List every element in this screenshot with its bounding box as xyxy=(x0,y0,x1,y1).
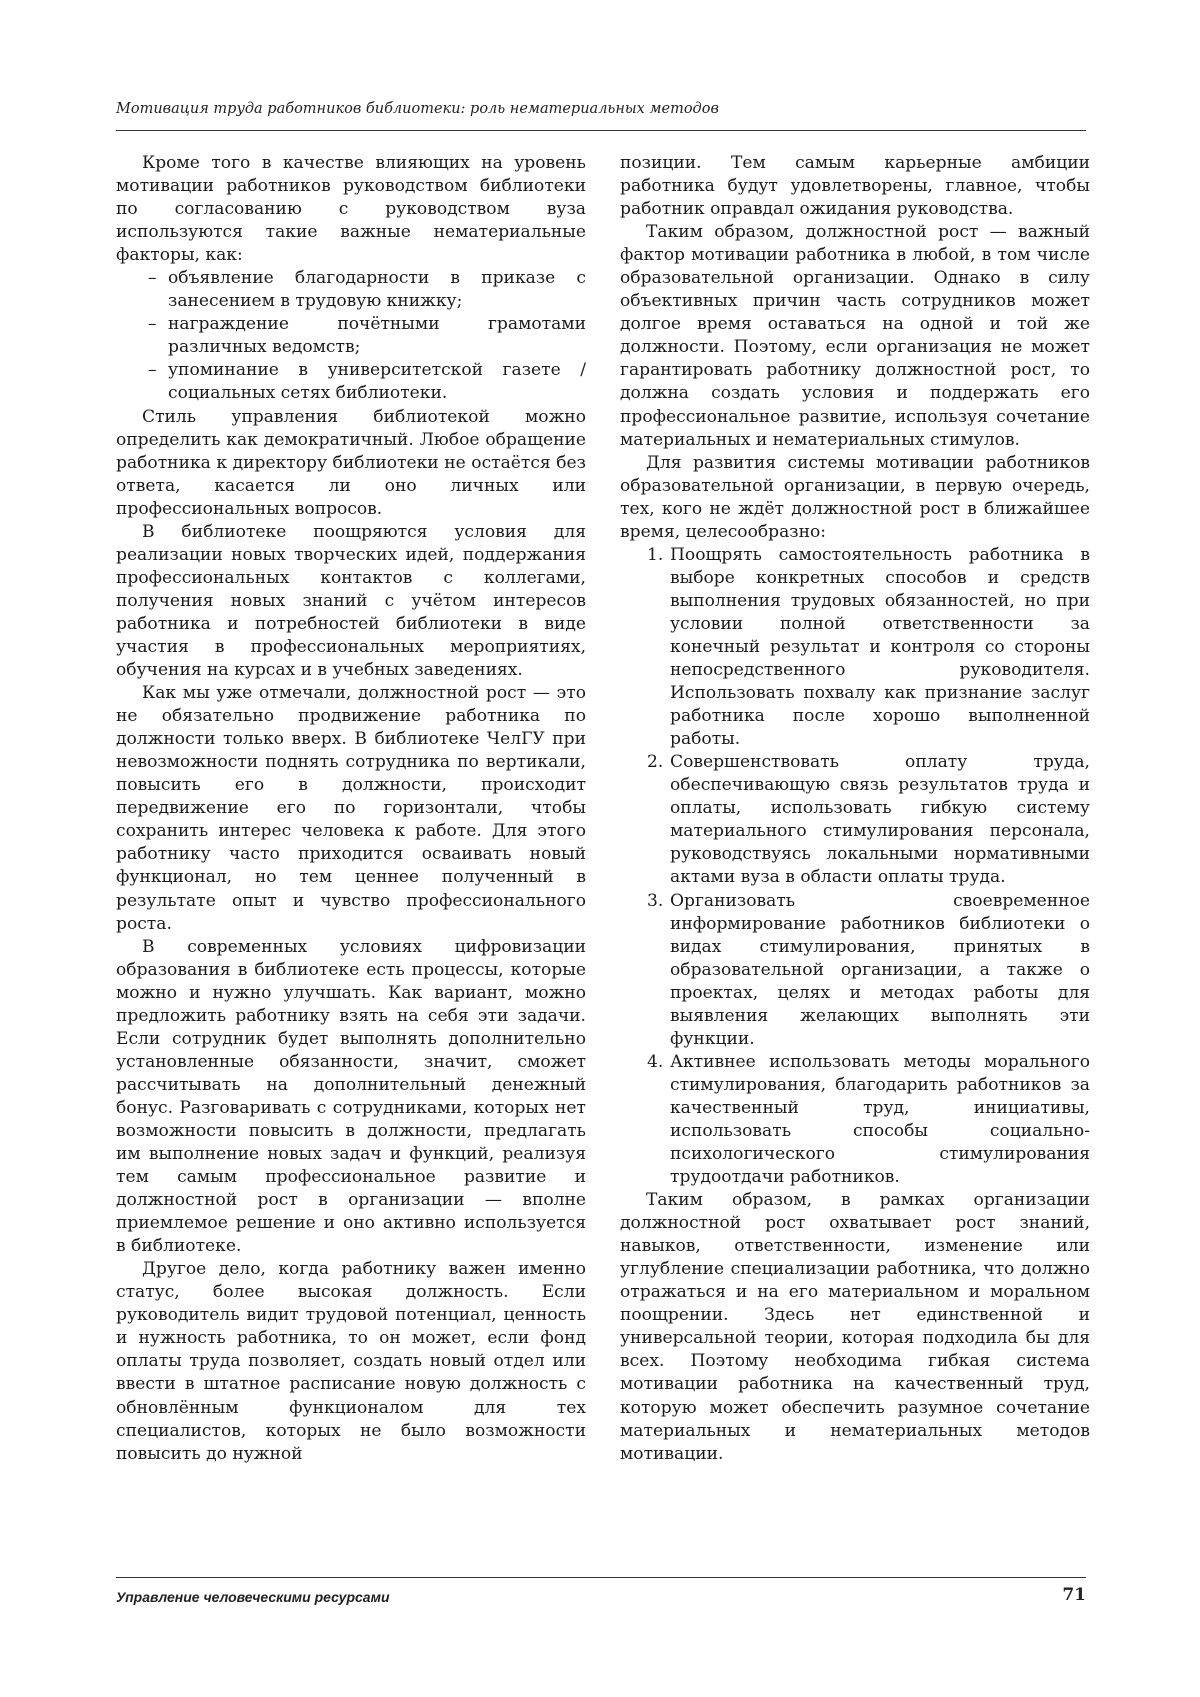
paragraph: Другое дело, когда работнику важен именно статус, более высокая должность. Если руководитель видит трудовой потенциал, ценность и нужность работника, то он может, если фонд оплаты труда позволяет, создать новый отдел или ввести в штатное расписание новую должность с обновлённым функционалом для тех специалистов, которых не было возможности повысить до нужной xyxy=(116,1259,586,1464)
paragraph: Таким образом, в рамках организации должностной рост охватывает рост знаний, навыков, ответственности, изменение или углубление специализации работника, что должно отражаться и на его материальном и моральном поощрении. Здесь нет единственной и универсальной теории, которая подходила бы для всех. Поэтому необходима гибкая система мотивации работника на качественный труд, которую может обеспечить разумное сочетание материальных и нематериальных методов мотивации. xyxy=(620,1190,1090,1464)
item-text: Организовать своевременное информирование работников библиотеки о видах стимулирования, принятых в образовательной организации, а также о проектах, целях и методах работы для выявления желающих выполнять эти функции. xyxy=(670,890,1090,1049)
item-number: 2. xyxy=(647,752,664,773)
paragraph: Стиль управления библиотекой можно определить как демократичный. Любое обращение работника к директору библиотеки не остаётся без ответа, касается ли оно личных или профессиональных вопросов. xyxy=(116,406,586,519)
footer-divider xyxy=(116,1577,1086,1578)
paragraph-continuation: позиции. Тем самым карьерные амбиции работника будут удовлетворены, главное, чтобы работник оправдал ожидания руководства. xyxy=(620,153,1090,220)
paragraph: Как мы уже отмечали, должностной рост — это не обязательно продвижение работника по должности только вверх. В библиотеке ЧелГУ при невозможности поднять сотрудника по вертикали, повысить его в должности, происходит передвижение его по горизонтали, чтобы сохранить интерес человека к работе. Для этого работнику часто приходится осваивать новый функционал, но тем ценнее полученный в результате опыт и чувство профессионального роста. xyxy=(116,683,586,934)
item-text: Совершенствовать оплату труда, обеспечивающую связь результатов труда и оплаты, использовать гибкую систему материального стимулирования персонала, руководствуясь локальными нормативными актами вуза в области оплаты труда. xyxy=(670,752,1090,888)
numbered-list xyxy=(620,544,1090,1189)
paragraph: Таким образом, должностной рост — важный фактор мотивации работника в любой, в том числе образовательной организации. Однако в силу объективных причин часть сотрудников может долгое время оставаться на одной и той же должности. Поэтому, если организация не может гарантировать работнику должностной рост, то должна создать условия и поддержать его профессиональное развитие, используя сочетание материальных и нематериальных стимулов. xyxy=(620,222,1090,450)
paragraph: В библиотеке поощряются условия для реализации новых творческих идей, поддержания профессиональных контактов с коллегами, получения новых знаний с учётом интересов работника и потребностей библиотеки в виде участия в профессиональных мероприятиях, обучения на курсах и в учебных заведениях. xyxy=(116,521,586,681)
journal-title: Управление человеческими ресурсами xyxy=(116,1589,390,1605)
item-number: 4. xyxy=(647,1051,664,1072)
left-column xyxy=(116,152,586,1466)
numbered-item xyxy=(647,544,1090,751)
page-number: 71 xyxy=(1062,1585,1086,1605)
bullet-item: – награждение почётными грамотами различных ведомств; xyxy=(148,313,586,359)
item-number: 1. xyxy=(647,544,664,565)
paragraph: В современных условиях цифровизации образования в библиотеке есть процессы, которые можно и нужно улучшать. Как вариант, можно предложить работнику взять на себя эти задачи. Если сотрудник будет выполнять дополнительно установленные обязанности, значит, сможет рассчитывать на дополнительный денежный бонус. Разговаривать с сотрудниками, которых нет возможности повысить в должности, предлагать им выполнение новых задач и функций, реализуя тем самым профессиональное развитие и должностной рост в организации — вполне приемлемое решение и оно активно используется в библиотеке. xyxy=(116,936,586,1257)
numbered-item xyxy=(647,751,1090,889)
running-title: Мотивация труда работников библиотеки: роль нематериальных методов xyxy=(116,101,719,117)
item-text: Поощрять самостоятельность работника в выборе конкретных способов и средств выполнения трудовых обязанностей, но при условии полной ответственности за конечный результат и контроля со стороны непосредственного руководителя. Использовать похвалу как признание заслуг работника после хорошо выполненной работы. xyxy=(670,544,1090,750)
numbered-item xyxy=(647,890,1090,1051)
paragraph: Для развития системы мотивации работников образовательной организации, в первую очередь, тех, кого не ждёт должностной рост в ближайшее время, целесообразно: xyxy=(620,452,1090,542)
item-text: Активнее использовать методы морального стимулирования, благодарить работников за качественный труд, инициативы, использовать способы социально-психологического стимулирования трудоотдачи работников. xyxy=(670,1051,1090,1188)
bullet-item: – упоминание в университетской газете / социальных сетях библиотеки. xyxy=(148,359,586,405)
right-column xyxy=(620,152,1090,1466)
bullet-list xyxy=(116,267,586,405)
bullet-item: – объявление благодарности в приказе с занесением в трудовую книжку; xyxy=(148,267,586,313)
item-number: 3. xyxy=(647,890,664,911)
paragraph: Кроме того в качестве влияющих на уровень мотивации работников руководством библиотеки по согласованию с руководством вуза используются такие важные нематериальные факторы, как: xyxy=(116,153,586,266)
header-divider xyxy=(116,130,1086,131)
numbered-item xyxy=(647,1051,1090,1189)
